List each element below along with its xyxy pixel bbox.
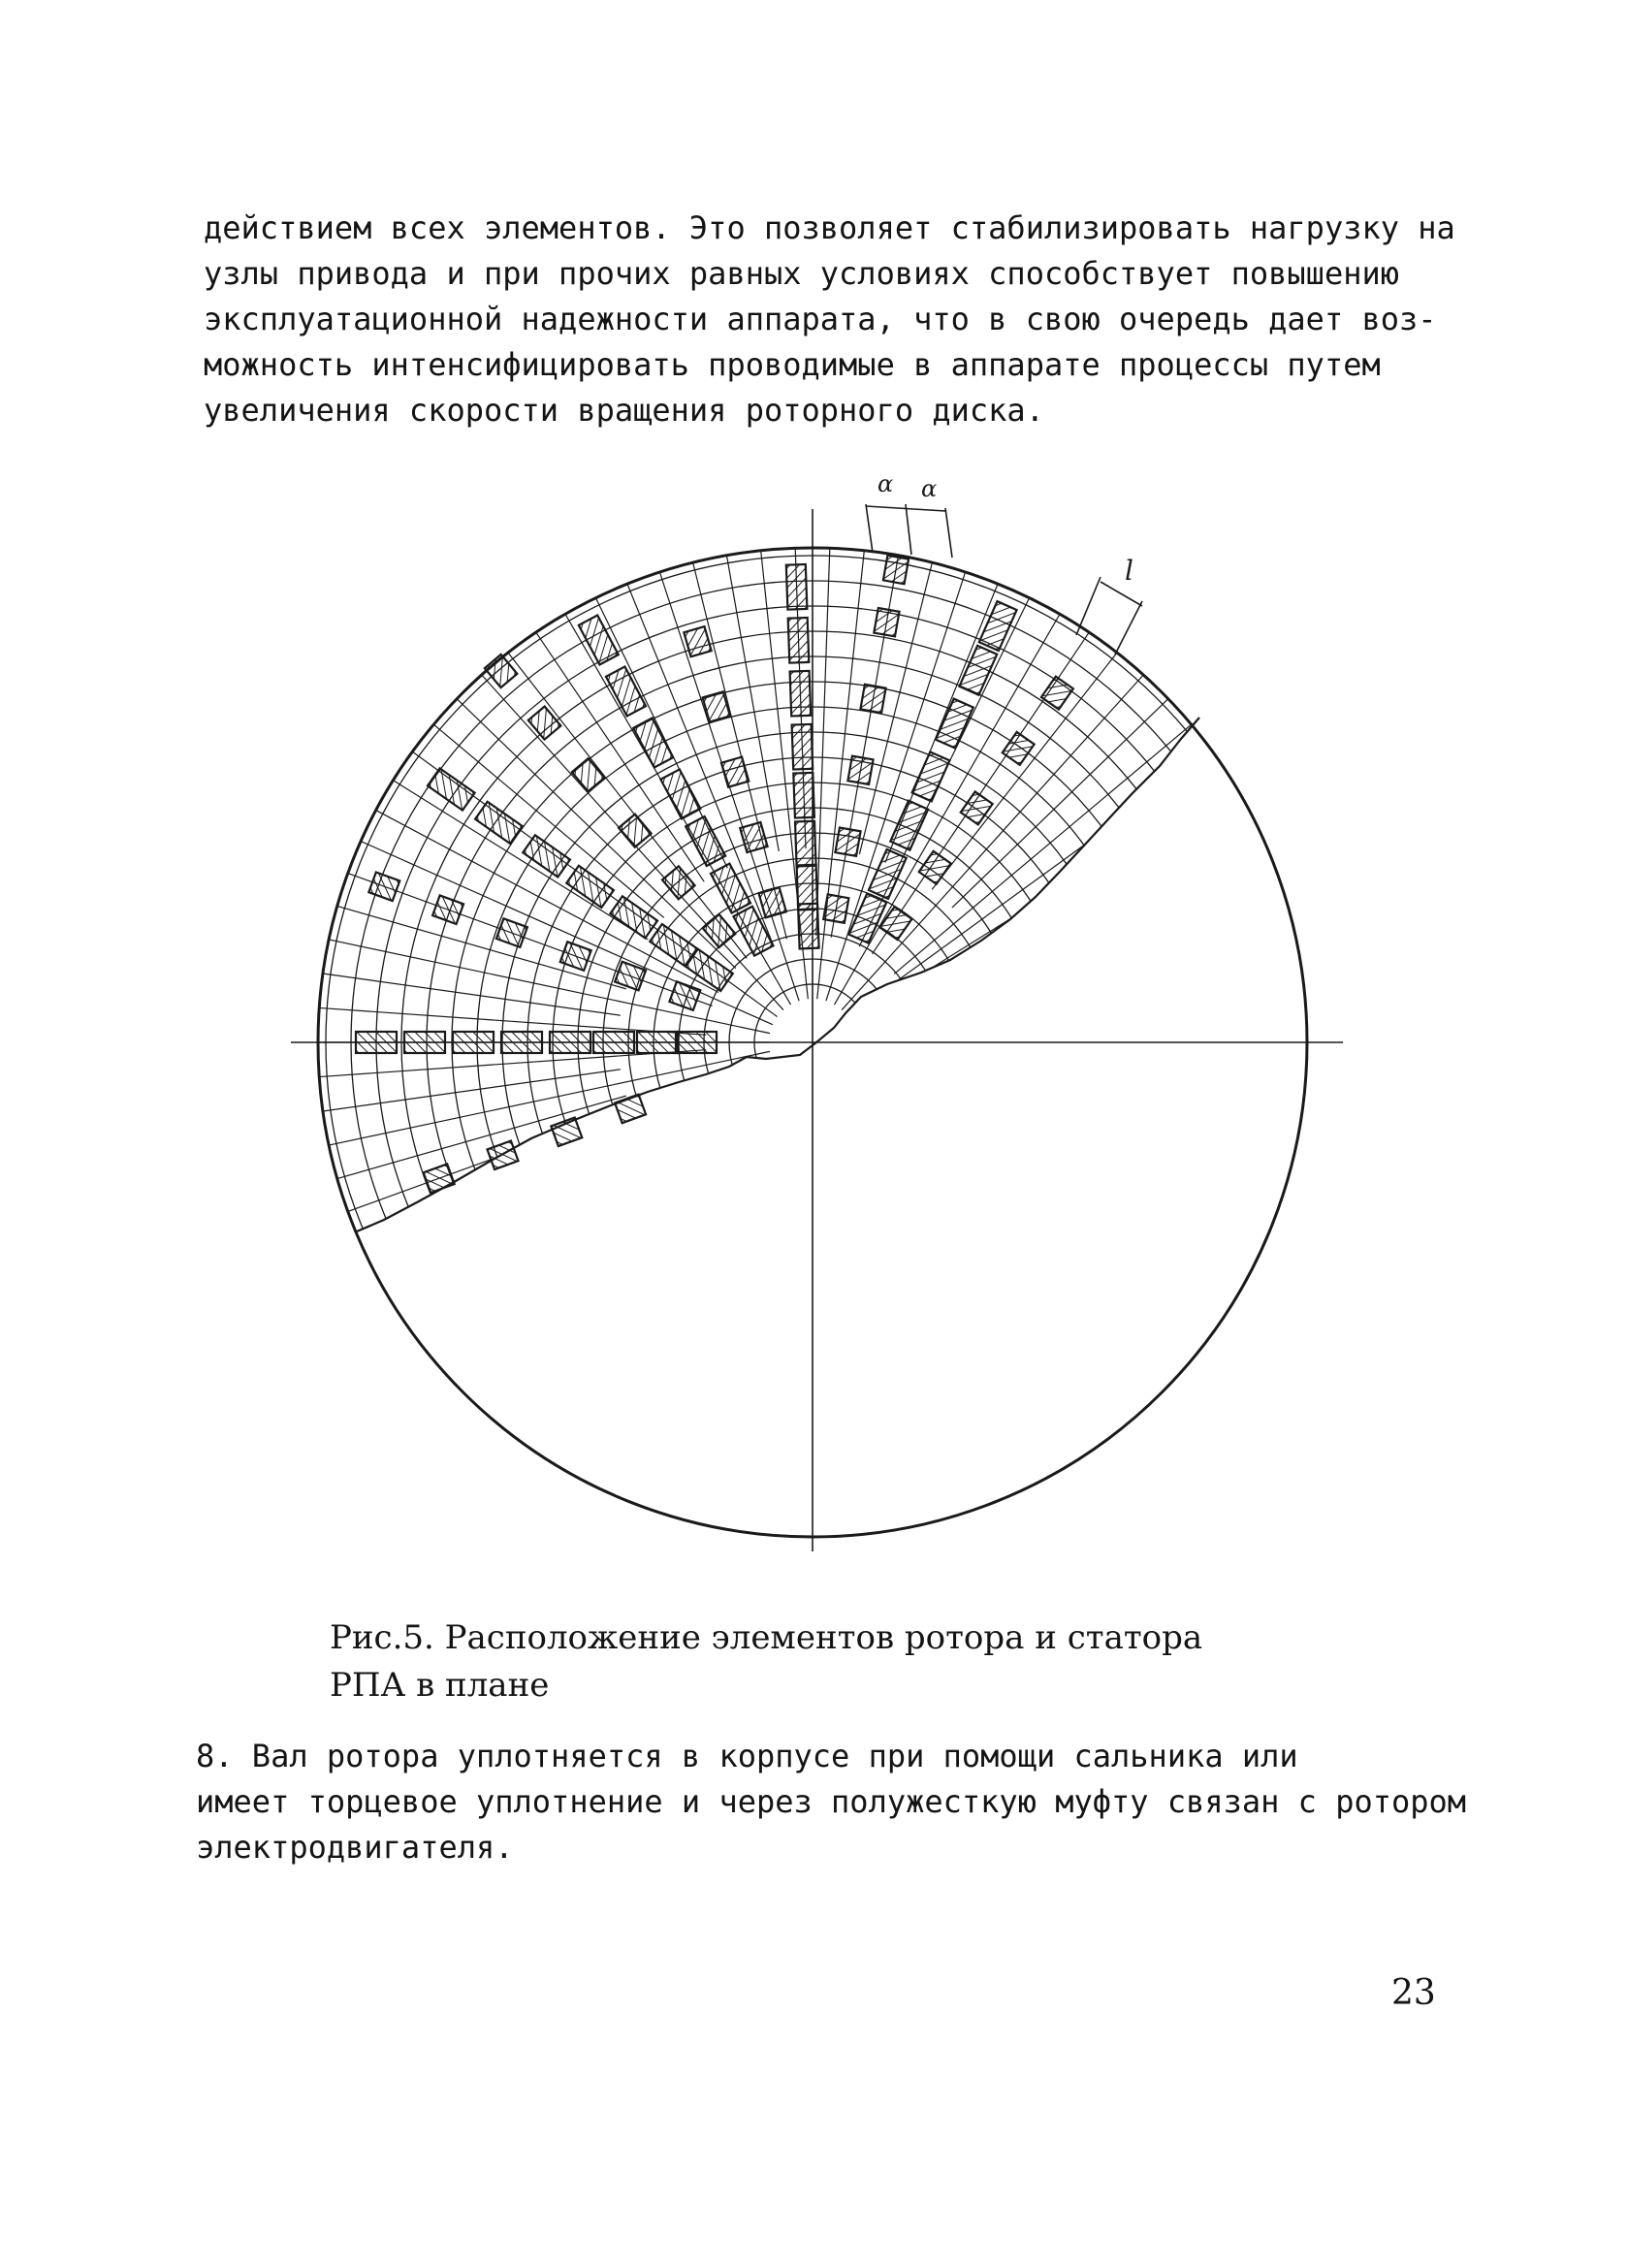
hatched-element-body	[579, 616, 619, 665]
hatched-element-body	[572, 758, 605, 791]
grid-spoke	[852, 842, 1264, 1025]
hatched-element-body	[786, 564, 808, 610]
grid-spoke	[903, 781, 1231, 986]
caption-line: РПА в плане	[330, 1666, 550, 1705]
hatched-element-body	[869, 849, 907, 899]
hatched-element-body	[721, 757, 749, 787]
hatched-element	[759, 887, 786, 917]
grid-spoke	[1006, 1007, 1306, 1029]
hatched-element	[890, 801, 928, 850]
hatched-element-body	[432, 895, 463, 924]
hatched-element-body	[566, 866, 614, 908]
hatched-element	[579, 616, 619, 665]
grid-spoke	[323, 1070, 621, 1111]
hatched-element	[566, 866, 614, 908]
hatched-element	[793, 773, 814, 818]
hatched-element	[860, 685, 885, 713]
hatched-element-body	[560, 942, 591, 971]
grid-spoke	[795, 1236, 806, 1537]
grid-spoke	[835, 1080, 1061, 1471]
hatched-element-body	[890, 801, 928, 850]
hatched-element-body	[823, 894, 848, 922]
hatched-element	[496, 918, 527, 947]
grid-spoke	[995, 1108, 1277, 1211]
hatched-element-body	[788, 618, 810, 663]
caption-line: Рис.5. Расположение элементов ротора и статора	[330, 1618, 1203, 1657]
grid-spoke	[761, 1086, 809, 1534]
grid-spoke	[693, 1146, 787, 1522]
hatched-element	[703, 914, 736, 947]
text-line: 8. Вал ротора уплотняется в корпусе при помощи сальника или	[196, 1738, 1298, 1774]
hatched-element-body	[797, 865, 818, 910]
text-line: эксплуатационной надежности аппарата, что в свою очередь дает воз-	[204, 301, 1437, 337]
hatched-element-body	[496, 918, 527, 947]
hatched-element-body	[961, 791, 993, 824]
hatched-element	[790, 671, 812, 717]
dimension-line	[1101, 582, 1142, 606]
hatched-element-body	[835, 827, 860, 855]
paragraph-bottom	[196, 1734, 1467, 1870]
grid-spoke	[873, 1131, 1090, 1453]
grid-spoke	[323, 974, 621, 1015]
text-line: имеет торцевое уплотнение и через полужесткую муфту связан с ротором	[196, 1783, 1467, 1820]
hatched-element	[606, 667, 646, 717]
hatched-element	[823, 894, 848, 922]
dimension-line	[1076, 577, 1101, 635]
grid-spoke	[995, 874, 1277, 976]
hatched-element-body	[523, 835, 570, 877]
hatched-element	[847, 756, 873, 784]
hatched-element	[368, 873, 399, 902]
text-line: электродвигателя.	[196, 1829, 514, 1866]
dimension-label-alpha: α	[877, 470, 894, 497]
grid-spoke	[952, 1177, 1168, 1386]
grid-spoke	[852, 1060, 1264, 1243]
dimension-label-l: l	[1125, 555, 1133, 587]
hatched-element-body	[959, 646, 997, 695]
grid-spoke	[894, 1111, 1191, 1360]
grid-spoke	[1006, 1056, 1306, 1077]
hatched-element	[610, 896, 657, 938]
hatched-element	[1003, 732, 1035, 765]
grid-spoke	[855, 1051, 1296, 1145]
hatched-element	[912, 751, 950, 801]
hatched-element-body	[703, 914, 736, 947]
grid-spoke	[932, 653, 1117, 889]
hatched-element-body	[1003, 732, 1035, 765]
dimension-line	[906, 504, 911, 555]
hatched-element	[523, 835, 570, 877]
grid-spoke	[508, 1127, 747, 1432]
hatched-element-body	[528, 707, 561, 740]
figure-caption	[330, 1614, 1202, 1709]
grid-spoke	[627, 1141, 773, 1501]
hatched-element	[475, 802, 523, 844]
grid-spoke	[726, 1233, 779, 1529]
grid-spoke	[816, 1149, 830, 1537]
grid-spoke	[565, 1080, 791, 1471]
hatched-element	[919, 851, 951, 884]
hatched-element	[786, 564, 808, 610]
hatched-element-body	[368, 873, 399, 902]
hatched-element	[961, 791, 993, 824]
grid-spoke	[826, 1084, 966, 1513]
hatched-element	[660, 769, 700, 818]
grid-spoke	[482, 1074, 783, 1410]
hatched-element	[869, 849, 907, 899]
hatched-element	[684, 626, 711, 656]
grid-spoke	[659, 1084, 799, 1513]
hatched-element	[572, 758, 605, 791]
hatched-element-body	[874, 608, 899, 636]
grid-spoke	[984, 1134, 1250, 1275]
grid-spoke	[536, 1203, 704, 1453]
hatched-element	[959, 646, 997, 695]
grid-spoke	[361, 1060, 773, 1243]
grid-spoke	[915, 1071, 1289, 1178]
grid-spoke	[433, 1167, 663, 1360]
text-line: действием всех элементов. Это позволяет стабилизировать нагрузку на	[204, 209, 1455, 246]
grid-spoke	[842, 1074, 1143, 1410]
hatched-element-body	[662, 866, 695, 899]
grid-spoke	[595, 1217, 727, 1487]
hatched-element-body	[740, 822, 767, 852]
grid-spoke	[831, 1147, 898, 1529]
hatched-element-body	[475, 802, 523, 844]
dimension-line	[866, 504, 873, 553]
grid-spoke	[885, 1222, 998, 1500]
grid-spoke	[842, 675, 1143, 1010]
dimension-line	[945, 508, 952, 558]
grid-spoke	[915, 906, 1289, 1012]
grid-spoke	[932, 1196, 1117, 1432]
hatched-element-body	[912, 751, 950, 801]
grid-spoke	[412, 1068, 777, 1332]
hatched-element	[788, 618, 810, 663]
grid-spoke	[835, 614, 1061, 1005]
hatched-element-body	[790, 671, 812, 717]
grid-spoke	[348, 1079, 713, 1212]
hatched-element-body	[847, 756, 873, 784]
hatched-element-body	[919, 851, 951, 884]
hatched-element	[883, 556, 909, 584]
hatched-element-body	[610, 896, 657, 938]
hatched-element	[551, 1118, 582, 1147]
hatched-element	[721, 757, 749, 787]
break-line	[357, 718, 1199, 1231]
hatched-element	[424, 1164, 455, 1193]
hatched-element	[835, 827, 860, 855]
hatched-element-body	[606, 667, 646, 717]
hatched-element-body	[660, 769, 700, 818]
grid-spoke	[817, 1086, 865, 1534]
hatched-element	[662, 866, 695, 899]
text-line: увеличения скорости вращения роторного диска.	[204, 392, 1044, 429]
hatched-element-body	[793, 773, 814, 818]
text-line: можность интенсифицировать проводимые в аппарате процессы путем	[204, 346, 1381, 383]
hatched-element-body	[792, 724, 814, 770]
hatched-element-body	[551, 1118, 582, 1147]
hatched-element	[560, 942, 591, 971]
hatched-element-body	[848, 894, 886, 943]
hatched-element	[432, 895, 463, 924]
hatched-element	[792, 724, 814, 770]
hatched-element	[848, 894, 886, 943]
hatched-element	[740, 822, 767, 852]
hatched-element-body	[759, 887, 786, 917]
hatched-element	[874, 608, 899, 636]
text-line: узлы привода и при прочих равных условиях способствует повышению	[204, 255, 1399, 292]
grid-spoke	[859, 1138, 1029, 1487]
grid-spoke	[855, 940, 1296, 1034]
hatched-element	[669, 981, 700, 1010]
hatched-element-body	[424, 1164, 455, 1193]
grid-spoke	[903, 1099, 1231, 1304]
grid-spoke	[847, 751, 1212, 1016]
hatched-element-body	[883, 556, 909, 584]
hatched-element-body	[860, 685, 885, 713]
hatched-element-body	[669, 981, 700, 1010]
grid-spoke	[847, 1068, 1212, 1332]
hatched-element	[797, 865, 818, 910]
dimension-label-alpha: α	[921, 475, 938, 502]
hatched-element	[528, 707, 561, 740]
grid-spoke	[726, 556, 779, 851]
dimension-line	[1115, 601, 1142, 655]
hatched-element-body	[684, 626, 711, 656]
grid-spoke	[859, 1230, 932, 1522]
page-number: 23	[1391, 1973, 1436, 2013]
grid-spoke	[918, 1057, 1302, 1111]
grid-spoke	[984, 811, 1250, 952]
grid-spoke	[918, 974, 1302, 1028]
